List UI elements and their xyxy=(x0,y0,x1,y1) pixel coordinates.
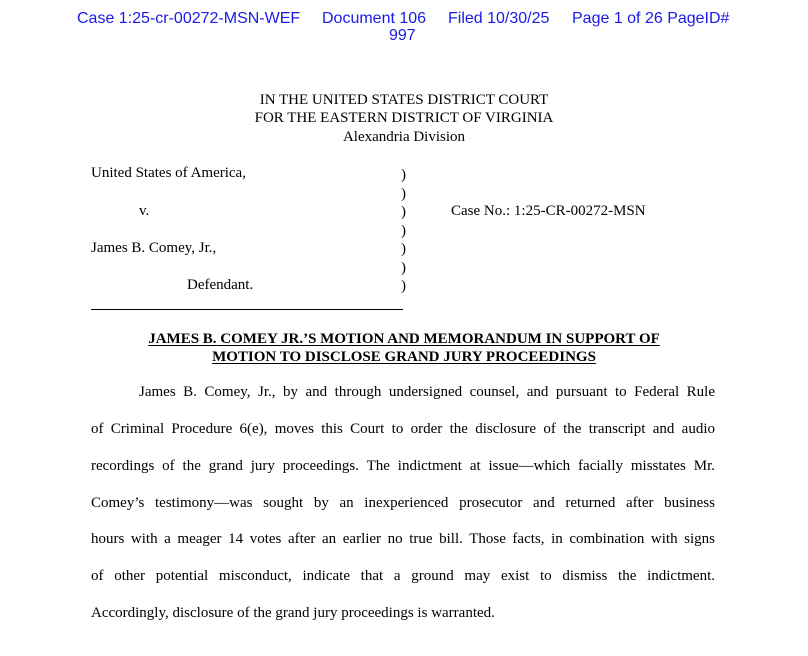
motion-title-line-1 xyxy=(0,331,808,348)
body-line-2: of Criminal Procedure 6(e), moves this Court to order the disclosure of the transcript and audio xyxy=(91,421,715,437)
body-line-3: recordings of the grand jury proceedings. The indictment at issue—which facially misstates Mr. xyxy=(91,458,715,474)
header-case-number: Case 1:25-cr-00272-MSN-WEF xyxy=(77,10,301,27)
header-page-count: Page 1 of 26 PageID# xyxy=(572,10,730,27)
caption-paren: ) xyxy=(401,185,406,202)
court-name-line-2: FOR THE EASTERN DISTRICT OF VIRGINIA xyxy=(254,110,554,126)
caption-defendant-name: James B. Comey, Jr., xyxy=(91,240,217,256)
caption-paren: ) xyxy=(401,278,406,294)
caption-underline xyxy=(91,309,403,310)
court-division: Alexandria Division xyxy=(342,129,466,145)
header-pageid: 997 xyxy=(389,27,416,44)
caption-case-number: Case No.: 1:25-CR-00272-MSN xyxy=(451,203,646,219)
caption-versus: v. xyxy=(139,203,150,219)
caption-paren-column xyxy=(401,166,406,296)
caption-defendant-role: Defendant. xyxy=(187,277,254,293)
body-line-7: Accordingly, disclosure of the grand jury proceedings is warranted. xyxy=(91,605,495,621)
court-name-line-1: IN THE UNITED STATES DISTRICT COURT xyxy=(259,92,549,108)
motion-title-text-1: JAMES B. COMEY JR.’S MOTION AND MEMORANDUM IN SUPPORT OF xyxy=(148,331,660,347)
caption-paren: ) xyxy=(401,259,406,276)
body-line-4: Comey’s testimony—was sought by an inexperienced prosecutor and returned after business xyxy=(91,495,715,511)
body-line-6: of other potential misconduct, indicate that a ground may exist to dismiss the indictment. xyxy=(91,568,715,584)
body-line-5: hours with a meager 14 votes after an earlier no true bill. Those facts, in combination with signs xyxy=(91,531,715,547)
body-line-1: James B. Comey, Jr., by and through undersigned counsel, and pursuant to Federal Rule xyxy=(139,384,715,400)
caption-plaintiff: United States of America, xyxy=(91,165,246,181)
caption-paren: ) xyxy=(401,222,406,239)
caption-paren: ) xyxy=(401,204,406,220)
caption-paren: ) xyxy=(401,167,406,183)
header-filed-date: Filed 10/30/25 xyxy=(448,10,550,27)
motion-title-text-2: MOTION TO DISCLOSE GRAND JURY PROCEEDINGS xyxy=(212,349,596,365)
motion-title-line-2 xyxy=(0,349,808,366)
caption-paren: ) xyxy=(401,241,406,257)
header-document-number: Document 106 xyxy=(322,10,427,27)
